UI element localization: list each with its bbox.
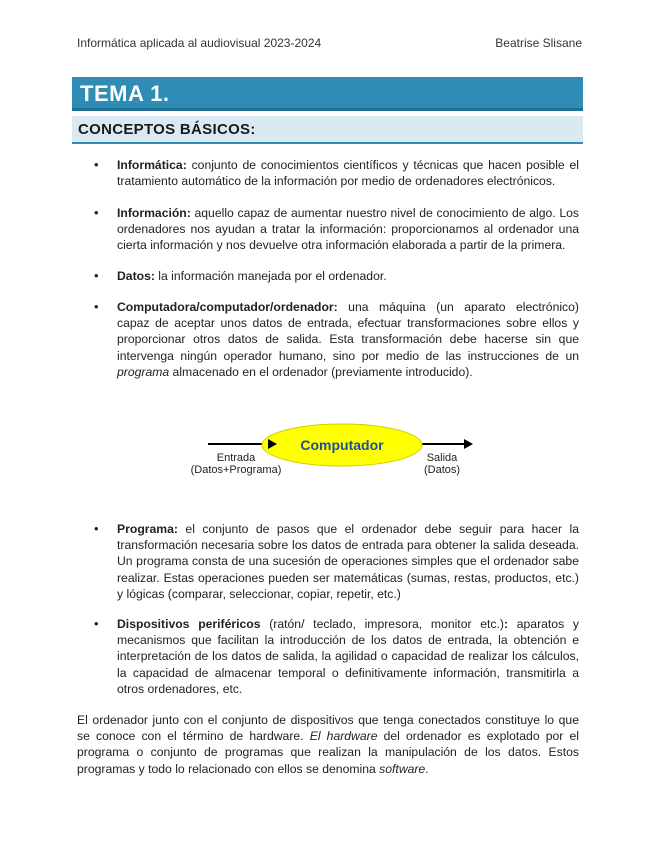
term-colon: : (503, 617, 509, 631)
input-sublabel: (Datos+Programa) (190, 464, 282, 476)
definition-text: aquello capaz de aumentar nuestro nivel de conocimiento de algo. Los ordenadores nos ayudan a tratar la información: proporcionamos al ordenador una cierta información y nos devuelve otra información elaborada a partir de la primera. (117, 206, 579, 253)
computer-diagram (180, 414, 480, 484)
input-label: Entrada (216, 452, 256, 464)
closing-paragraph (77, 712, 579, 777)
header-course-title: Informática aplicada al audiovisual 2023-2024 (77, 36, 322, 50)
list-item-informatica (117, 157, 579, 189)
term: Informática: (117, 158, 187, 172)
term: Información: (117, 206, 191, 220)
output-sublabel: (Datos) (423, 464, 461, 476)
definition-text: una máquina (un aparato electrónico) capaz de aceptar unos datos de entrada, efectuar transformaciones sobre ellos y proporcionar otros datos de salida. Esta transformación debe hacerse sin que intervenga ningún operador humano, sino por medio de las instrucciones de un (117, 300, 579, 363)
tema-banner (72, 77, 583, 111)
term-examples: (ratón/ teclado, impresora, monitor etc.) (260, 617, 504, 631)
computer-label: Computador (300, 437, 384, 453)
italic-term: programa (117, 364, 170, 379)
closing-text-1: El ordenador junto con el conjunto de dispositivos que tenga conectados constituye lo que se conoce con el término de hardware. (77, 713, 579, 744)
term: Datos: (117, 269, 155, 283)
closing-italic-2: software (379, 761, 426, 776)
definition-text: aparatos y mecanismos que facilitan la introducción de los datos de entrada, la obtención e interpretación de los datos de salida, la agilidad o capacidad de realizar los cálculos, la capacidad de almacenar temporal o definitivamente información, transmitirla a otros ordenadores, etc. (117, 617, 580, 696)
output-label: Salida (426, 452, 458, 464)
list-item-computadora (117, 299, 579, 380)
section-banner (72, 116, 583, 144)
definition-text: la información manejada por el ordenador. (154, 269, 387, 283)
list-item-informacion (117, 205, 579, 254)
output-arrowhead (464, 439, 473, 449)
list-item-perifericos (117, 616, 579, 697)
definition-text: el conjunto de pasos que el ordenador debe seguir para hacer la transformación necesaria sobre los datos de entrada para obtener la salida deseada. Un programa consta de una sucesión de operaciones simples que el ordenador sabe realizar. Estas operaciones pueden ser matemáticas (sumas, restas, productos, etc.) y lógicas (comparar, seleccionar, copiar, repetir, etc.) (117, 522, 579, 601)
definition-text: conjunto de conocimientos científicos y técnicas que hacen posible el tratamiento automático de la información por medio de ordenadores electrónicos. (117, 158, 579, 189)
header-author: Beatrise Slisane (495, 36, 582, 50)
list-item-programa (117, 521, 579, 602)
closing-italic-1: El hardware (309, 729, 378, 744)
tema-title: TEMA 1. (80, 81, 170, 106)
closing-text-3: . (425, 761, 429, 776)
term: Dispositivos periféricos (117, 617, 261, 631)
term: Programa: (117, 522, 178, 536)
definition-text-end: almacenado en el ordenador (previamente introducido). (169, 364, 473, 379)
section-title: CONCEPTOS BÁSICOS: (78, 121, 256, 138)
term: Computadora/computador/ordenador: (117, 300, 338, 314)
list-item-datos (117, 268, 579, 284)
closing-text-2: del ordenador es explotado por el programa o conjunto de programas que realizan la manipulación de los datos. Estos programas y todo lo relacionado con ellos se denomina (77, 729, 579, 776)
